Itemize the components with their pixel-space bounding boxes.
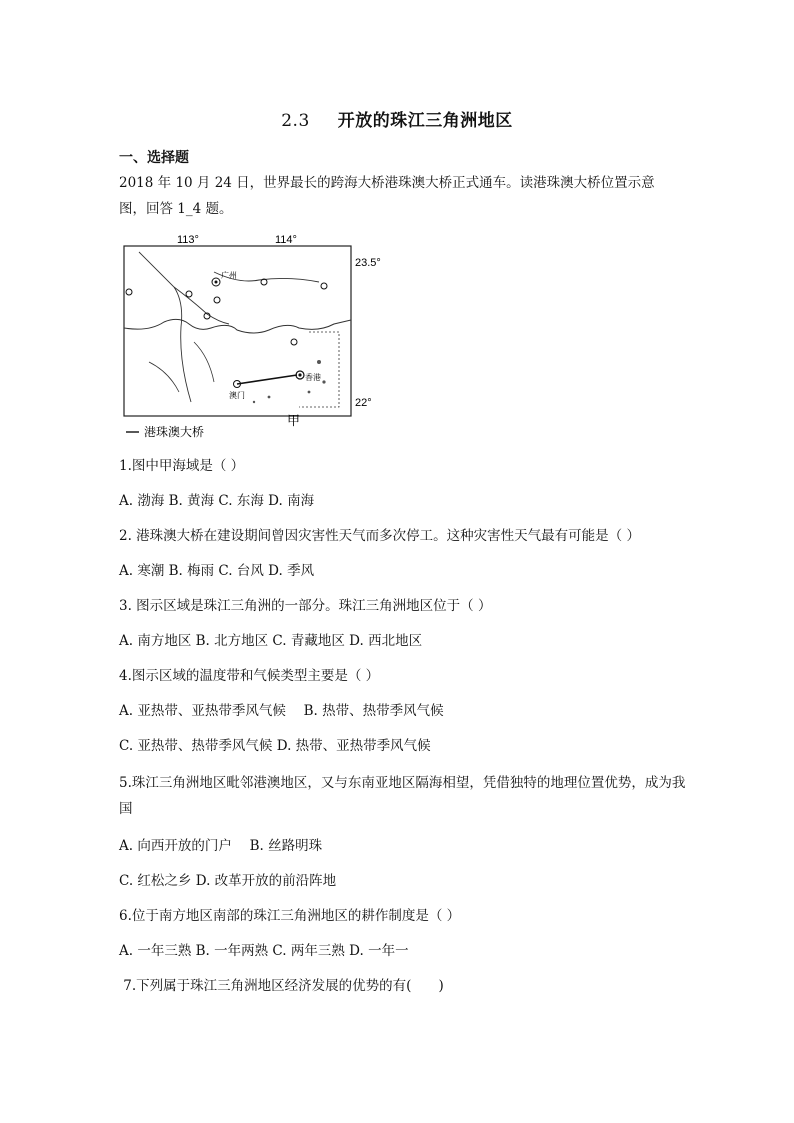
- boundary-dashed: [299, 332, 339, 407]
- q5-options-2: C. 红松之乡 D. 改革开放的前沿阵地: [119, 873, 337, 889]
- q4-stem: 4.图示区域的温度带和气候类型主要是（ ）: [119, 668, 380, 684]
- q6-stem: 6.位于南方地区南部的珠江三角洲地区的耕作制度是（ ）: [119, 908, 461, 924]
- lat-label-23-5: 23.5°: [355, 257, 381, 269]
- intro-paragraph: 2018 年 10 月 24 日，世界最长的跨海大桥港珠澳大桥正式通车。读港珠澳大桥位置示意图，回答 1_4 题。: [119, 175, 655, 217]
- place-hongkong: 香港: [305, 373, 321, 382]
- bridge-line: [237, 375, 297, 384]
- bridge-location-map: [119, 232, 387, 440]
- legend-label: 港珠澳大桥: [144, 425, 205, 439]
- river-branch: [174, 287, 229, 324]
- q5-stem: 5.珠江三角洲地区毗邻港澳地区，又与东南亚地区隔海相望，凭借独特的地理位置优势，成为我国: [119, 775, 686, 817]
- coastline: [124, 319, 351, 333]
- river-delta-2: [194, 342, 214, 382]
- river-west: [139, 252, 191, 402]
- title-text: 开放的珠江三角洲地区: [337, 111, 513, 131]
- q1-stem: 1.图中甲海域是（ ）: [119, 458, 245, 474]
- q2-stem: 2. 港珠澳大桥在建设期间曾因灾害性天气而多次停工。这种灾害性天气最有可能是（ ）: [119, 528, 640, 544]
- q7-stem: 7.下列属于珠江三角洲地区经济发展的优势的有( ): [119, 978, 444, 994]
- q5-options-1: A. 向西开放的门户 B. 丝路明珠: [119, 838, 323, 854]
- q4-options-2: C. 亚热带、热带季风气候 D. 热带、亚热带季风气候: [119, 738, 431, 754]
- place-jia: 甲: [287, 414, 301, 429]
- page-title: [0, 106, 794, 131]
- q3-stem: 3. 图示区域是珠江三角洲的一部分。珠江三角洲地区位于（ ）: [119, 598, 492, 614]
- q1-options: A. 渤海 B. 黄海 C. 东海 D. 南海: [119, 493, 315, 509]
- q6-options: A. 一年三熟 B. 一年两熟 C. 两年三熟 D. 一年一: [119, 943, 409, 959]
- place-guangzhou: 广州: [221, 271, 237, 280]
- q3-options: A. 南方地区 B. 北方地区 C. 青藏地区 D. 西北地区: [119, 633, 423, 649]
- river-delta-1: [149, 362, 179, 392]
- q2-options: A. 寒潮 B. 梅雨 C. 台风 D. 季风: [119, 563, 315, 579]
- title-number: 2.3: [281, 111, 310, 131]
- lat-label-22: 22°: [355, 397, 372, 409]
- section-heading: 一、选择题: [119, 150, 189, 166]
- q4-options-1: A. 亚热带、亚热带季风气候 B. 热带、热带季风气候: [119, 703, 444, 719]
- place-macau: 澳门: [229, 391, 245, 400]
- lon-label-113: 113°: [177, 234, 199, 246]
- lon-label-114: 114°: [275, 234, 297, 246]
